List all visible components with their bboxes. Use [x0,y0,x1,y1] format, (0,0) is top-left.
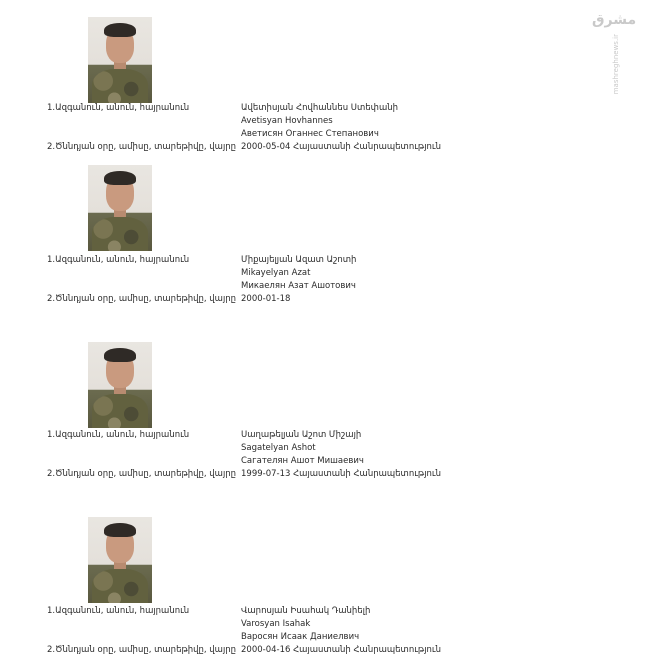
name-armenian: Սաղաթելյան Աշոտ Միշայի [241,430,362,440]
name-latin: Sagatelyan Ashot [241,443,316,453]
person-photo-1 [88,17,152,103]
label-name: 1.Ազգանուն, անուն, հայրանուն [47,606,190,616]
name-latin: Varosyan Isahak [241,619,311,629]
watermark [592,12,637,104]
label-birth: 2.Ծննդյան օրը, ամիսը, տարեթիվը, վայրը [47,294,237,304]
label-birth: 2.Ծննդյան օրը, ամիսը, տարեթիվը, վայրը [47,469,237,479]
label-name: 1.Ազգանուն, անուն, հայրանուն [47,255,190,265]
name-russian: Аветисян Оганнес Степанович [241,129,379,139]
name-russian: Микаелян Азат Ашотович [241,281,356,291]
label-name: 1.Ազգանուն, անուն, հայրանուն [47,430,190,440]
birth-info: 1999-07-13 Հայաստանի Հանրապետություն [241,469,441,479]
name-russian: Варосян Исаак Даниелвич [241,632,360,642]
label-birth: 2.Ծննդյան օրը, ամիսը, տարեթիվը, վայրը [47,645,237,655]
person-photo-2 [88,165,152,251]
name-russian: Сагателян Ашот Мишаевич [241,456,364,466]
birth-info: 2000-01-18 [241,294,291,304]
name-armenian: Ավետիսյան Հովհաննես Ստեփանի [241,103,399,113]
watermark-logo: مشرق [592,12,637,28]
name-armenian: Վարոսյան Իսահակ Դանիելի [241,606,371,616]
person-photo-3 [88,342,152,428]
label-name: 1.Ազգանուն, անուն, հայրանուն [47,103,190,113]
birth-info: 2000-04-16 Հայաստանի Հանրապետություն [241,645,441,655]
birth-info: 2000-05-04 Հայաստանի Հանրապետություն [241,142,441,152]
name-armenian: Միքայելյան Ազատ Աշոտի [241,255,357,265]
name-latin: Avetisyan Hovhannes [241,116,333,126]
label-birth: 2.Ծննդյան օրը, ամիսը, տարեթիվը, վայրը [47,142,237,152]
name-latin: Mikayelyan Azat [241,268,311,278]
person-photo-4 [88,517,152,603]
watermark-site: mashreghnews.ir [612,34,620,95]
